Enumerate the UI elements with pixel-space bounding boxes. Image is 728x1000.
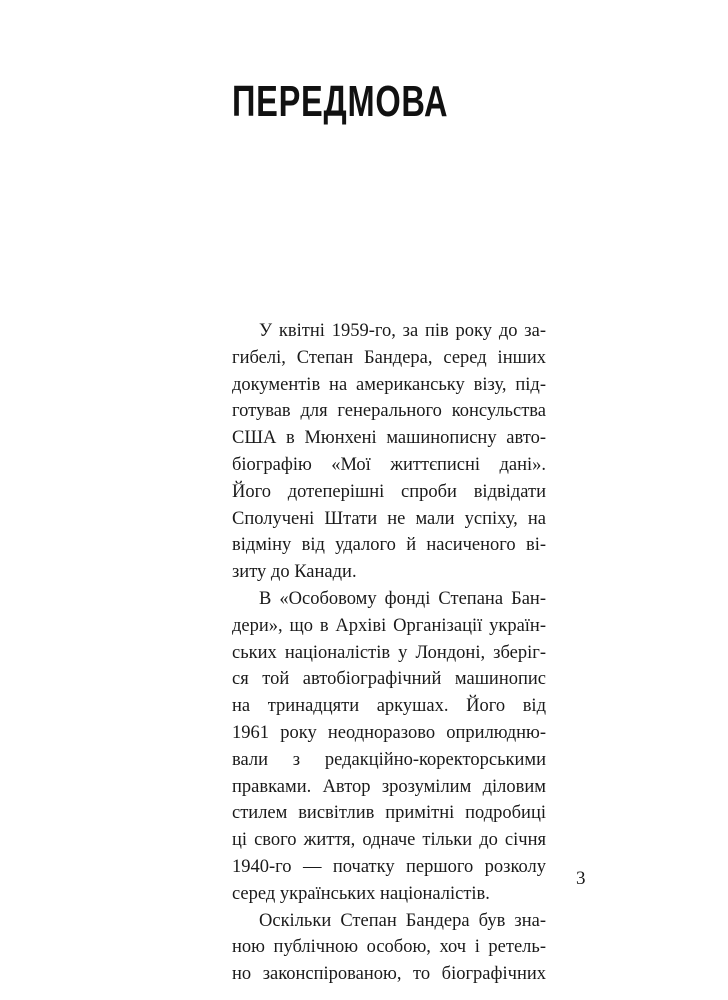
text-line: США в Мюнхені машинописну авто- [232,428,546,449]
text-line: Його дотеперішні спроби відвідати [232,481,546,502]
page-number: 3 [576,868,586,889]
text-line: гибелі, Степан Бандера, серед інших [232,347,546,368]
text-line: на тринадцяти аркушах. Його від [232,696,546,717]
text-line: ся той автобіографічний машинопис [232,669,546,690]
text-line: біографію «Мої життєписні дані». [232,454,546,475]
text-line: Оскільки Степан Бандера був зна- [259,910,546,931]
text-line: 1961 року неодноразово оприлюдню- [232,722,546,743]
text-line: У квітні 1959-го, за пів року до за- [259,321,546,341]
text-line: 1940-го — початку першого розколу [232,856,546,877]
text-line: документів на американську візу, під- [232,374,546,395]
text-line: дери», що в Архіві Організації україн- [232,615,546,636]
text-line: В «Особовому фонді Степана Бан- [259,588,546,609]
text-line: правками. Автор зрозумілим діловим [232,776,546,797]
body-text [232,318,546,988]
text-line: серед українських націоналістів. [232,883,490,904]
text-line: відміну від удалого й насиченого ві- [232,535,546,556]
text-line: ною публічною особою, хоч і ретель- [232,937,546,958]
text-line: зиту до Канади. [232,562,357,583]
text-line: вали з редакційно-коректорськими [232,749,546,770]
text-line: но законспірованою, то біографічних [232,964,546,985]
text-line: ських націоналістів у Лондоні, зберіг- [232,642,546,663]
text-line: готував для генерального консульства [232,401,546,422]
text-line: ці свого життя, одначе тільки до січня [232,830,546,851]
page-title: ПЕРЕДМОВА [232,77,449,126]
text-line: Сполучені Штати не мали успіху, на [232,508,546,529]
text-line: стилем висвітлив примітні подробиці [232,803,546,824]
